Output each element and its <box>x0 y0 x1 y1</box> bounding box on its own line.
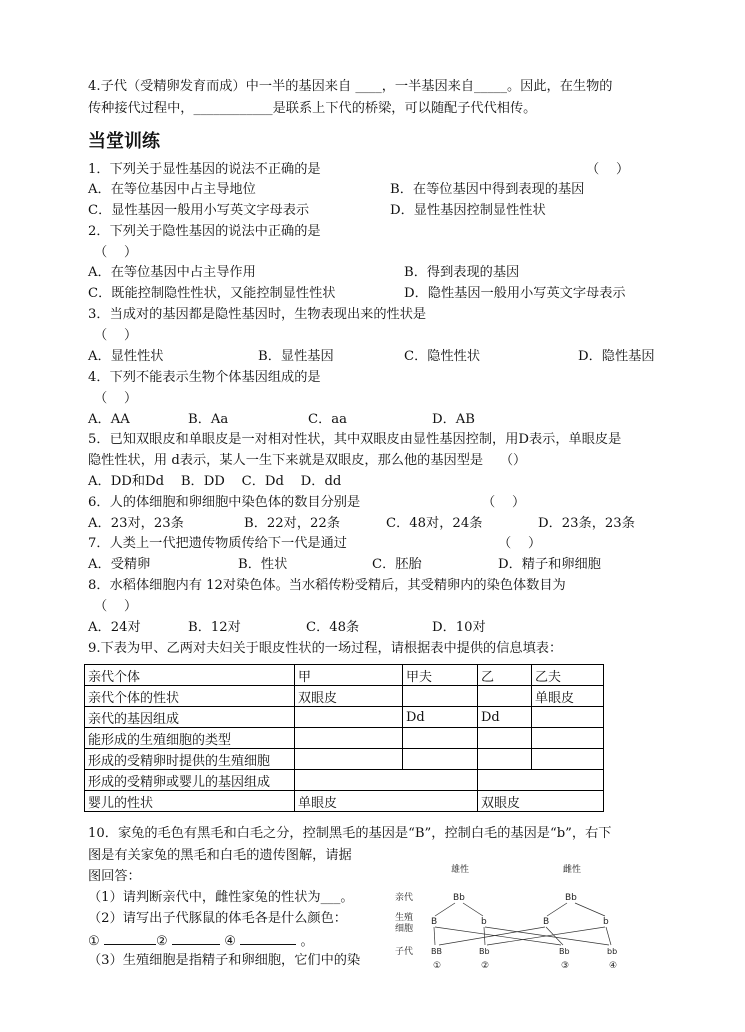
table-row <box>85 749 604 770</box>
q3-answer-paren: （ ） <box>94 328 138 343</box>
diagram-offspring: Bb <box>479 947 490 956</box>
table-row <box>85 770 604 791</box>
diagram-female-label: 雌性 <box>563 865 582 875</box>
diagram-gamete: B <box>431 917 438 927</box>
diagram-gamete: B <box>543 917 550 927</box>
q3-option-a: A．显性性状 <box>88 349 164 364</box>
q6-option-b: B．22对，22条 <box>244 516 341 531</box>
q8-option-c: C．48条 <box>306 620 360 635</box>
q6-option-d: D．23条，23条 <box>538 516 635 531</box>
answer-blank-4 <box>240 932 296 945</box>
q5-options: A．DD和Dd B．DD C．Dd D．dd <box>88 474 342 489</box>
q7-option-d: D．精子和卵细胞 <box>498 557 601 572</box>
q2-answer-paren: （ ） <box>94 245 138 260</box>
inheritance-diagram <box>393 856 633 972</box>
q8-option-b: B．12对 <box>188 620 241 635</box>
table-row <box>85 728 604 749</box>
table-header-cell: 亲代个体 <box>85 665 295 686</box>
intro-line-1: 4.子代（受精卵发育而成）中一半的基因来自 ____，一半基因来自_____。因此，在生物的 <box>88 79 613 94</box>
q7-stem: 7．人类上一代把遗传物质传给下一代是通过 <box>88 536 347 551</box>
table-cell <box>532 728 604 749</box>
diagram-gamete: b <box>481 917 487 927</box>
diagram-mark: ③ <box>561 961 570 971</box>
q2-option-b: B．得到表现的基因 <box>404 265 520 280</box>
answer-blank-2 <box>172 932 220 945</box>
q7-option-c: C．胚胎 <box>372 557 422 572</box>
diagram-gamete-label-2: 细胞 <box>395 924 414 934</box>
row-label: 能形成的生殖细胞的类型 <box>85 728 295 749</box>
diagram-parent-female: Bb <box>565 893 577 903</box>
blank-label-2: ② <box>156 934 168 949</box>
q4-answer-paren: （ ） <box>94 391 138 406</box>
diagram-offspring: BB <box>431 947 442 956</box>
q10-sub-1: （1）请判断亲代中，雌性家兔的性状为___。 <box>88 890 354 905</box>
q6-option-c: C．48对，24条 <box>386 516 483 531</box>
q4-stem: 4．下列不能表示生物个体基因组成的是 <box>88 370 321 385</box>
table-row <box>85 686 604 707</box>
q1-option-c: C．显性基因一般用小写英文字母表示 <box>88 203 310 218</box>
q1-option-d: D．显性基因控制显性性状 <box>390 203 546 218</box>
table-row <box>85 707 604 728</box>
q4-option-a: A．AA <box>88 412 130 427</box>
table-cell: 双眼皮 <box>295 686 403 707</box>
diagram-male-label: 雄性 <box>451 865 470 875</box>
table-cell <box>403 749 478 770</box>
q7-answer-paren: （ ） <box>498 536 542 551</box>
answer-blank-1 <box>104 932 156 945</box>
table-header-cell: 甲 <box>295 665 403 686</box>
diagram-mark: ② <box>481 961 490 971</box>
q1-stem: 1．下列关于显性基因的说法不正确的是 <box>88 162 321 177</box>
table-cell: Dd <box>403 707 478 728</box>
q8-stem: 8．水稻体细胞内有 12对染色体。当水稻传粉受精后，其受精卵内的染色体数目为 <box>88 578 566 593</box>
q2-stem: 2．下列关于隐性基因的说法中正确的是 <box>88 224 321 239</box>
section-title: 当堂训练 <box>88 131 160 152</box>
table-cell <box>478 686 532 707</box>
q6-stem: 6．人的体细胞和卵细胞中染色体的数目分别是 <box>88 495 361 510</box>
diagram-mark: ④ <box>609 961 618 971</box>
q7-option-b: B．性状 <box>238 557 288 572</box>
q10-blanks <box>88 932 314 950</box>
table-cell <box>295 707 403 728</box>
q10-line-3: 图回答： <box>88 869 141 884</box>
table-cell <box>403 686 478 707</box>
row-label: 亲代的基因组成 <box>85 707 295 728</box>
table-cell <box>532 707 604 728</box>
blank-end: 。 <box>300 934 314 949</box>
table-header-cell: 甲夫 <box>403 665 478 686</box>
diagram-offspring-label: 子代 <box>395 947 414 957</box>
q8-option-d: D．10对 <box>432 620 486 635</box>
q3-option-c: C．隐性性状 <box>404 349 481 364</box>
diagram-parent-label: 亲代 <box>395 893 414 903</box>
q5-line-2: 隐性性状，用 d表示，某人一生下来就是双眼皮，那么他的基因型是 （） <box>88 453 527 468</box>
diagram-parent-male: Bb <box>453 893 465 903</box>
q2-option-c: C．既能控制隐性性状，又能控制显性性状 <box>88 286 336 301</box>
table-cell <box>478 749 532 770</box>
q2-option-a: A．在等位基因中占主导作用 <box>88 265 256 280</box>
q9-stem: 9.下表为甲、乙两对夫妇关于眼皮性状的一场过程，请根据表中提供的信息填表： <box>88 641 563 656</box>
blank-label-4: ④ <box>224 934 237 949</box>
q3-stem: 3．当成对的基因都是隐性基因时，生物表现出来的性状是 <box>88 307 427 322</box>
q4-option-d: D．AB <box>432 412 475 427</box>
diagram-mark: ① <box>433 961 442 971</box>
q4-option-b: B．Aa <box>188 412 229 427</box>
q3-option-d: D．隐性基因 <box>578 349 655 364</box>
table-header-row <box>85 665 604 686</box>
table-cell: 单眼皮 <box>295 791 478 812</box>
row-label: 婴儿的性状 <box>85 791 295 812</box>
q10-sub-3: （3）生殖细胞是指精子和卵细胞，它们中的染 <box>88 953 361 968</box>
table-cell <box>478 770 604 791</box>
row-label: 亲代个体的性状 <box>85 686 295 707</box>
q6-option-a: A．23对，23条 <box>88 516 184 531</box>
diagram-offspring: bb <box>607 947 618 956</box>
q9-table <box>84 664 604 812</box>
diagram-gamete: b <box>603 917 609 927</box>
table-cell: Dd <box>478 707 532 728</box>
table-cell <box>295 770 478 791</box>
q1-option-b: B．在等位基因中得到表现的基因 <box>390 182 585 197</box>
row-label: 形成的受精卵或婴儿的基因组成 <box>85 770 295 791</box>
q6-answer-paren: （ ） <box>482 495 526 510</box>
q3-option-b: B．显性基因 <box>258 349 334 364</box>
q1-option-a: A．在等位基因中占主导地位 <box>88 182 256 197</box>
q8-option-a: A．24对 <box>88 620 141 635</box>
table-cell <box>403 728 478 749</box>
table-header-cell: 乙 <box>478 665 532 686</box>
diagram-arrows <box>434 903 611 945</box>
q10-sub-2: （2）请写出子代豚鼠的体毛各是什么颜色： <box>88 911 347 926</box>
table-cell <box>295 749 403 770</box>
row-label: 形成的受精卵时提供的生殖细胞 <box>85 749 295 770</box>
table-cell: 双眼皮 <box>478 791 604 812</box>
q4-option-c: C．aa <box>308 412 348 427</box>
table-cell: 单眼皮 <box>532 686 604 707</box>
table-row <box>85 791 604 812</box>
q2-option-d: D．隐性基因一般用小写英文字母表示 <box>404 286 626 301</box>
table-header-cell: 乙夫 <box>532 665 604 686</box>
q10-line-2: 图是有关家兔的黑毛和白毛的遗传图解，请据 <box>88 848 352 863</box>
q5-line-1: 5．已知双眼皮和单眼皮是一对相对性状，其中双眼皮由显性基因控制，用D表示，单眼皮是 <box>88 432 622 447</box>
table-cell <box>478 728 532 749</box>
diagram-gamete-label-1: 生殖 <box>395 913 414 923</box>
table-cell <box>295 728 403 749</box>
q1-answer-paren: （ ） <box>586 162 630 177</box>
q7-option-a: A．受精卵 <box>88 557 151 572</box>
table-cell <box>532 749 604 770</box>
diagram-offspring: Bb <box>559 947 570 956</box>
q8-answer-paren: （ ） <box>94 599 138 614</box>
q10-line-1: 10．家兔的毛色有黑毛和白毛之分，控制黑毛的基因是“B”，控制白毛的基因是“b”，右下 <box>88 826 612 841</box>
intro-line-2: 传种接代过程中，____________是联系上下代的桥梁，可以随配子代代相传。 <box>88 101 537 116</box>
blank-label-1: ① <box>88 934 100 949</box>
